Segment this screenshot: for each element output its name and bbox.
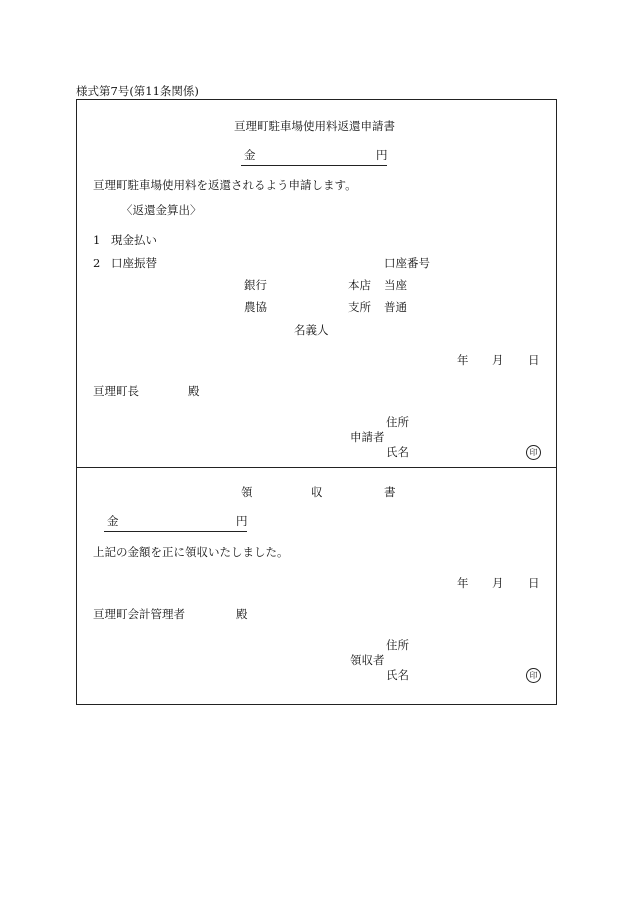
application-amount-field[interactable]: [241, 165, 387, 166]
option-2-number: 2: [93, 256, 101, 270]
bank-label: 銀行: [244, 278, 267, 292]
application-date-day: 日: [528, 353, 540, 367]
application-statement: 亘理町駐車場使用料を返還されるよう申請します。: [93, 178, 357, 192]
recipient-label: 領収者: [350, 653, 385, 667]
application-date-year: 年: [457, 353, 469, 367]
applicant-name-label: 氏名: [386, 445, 409, 459]
applicant-seal-icon: 印: [526, 445, 541, 460]
application-amount-prefix: 金: [244, 148, 256, 162]
recipient-address-label: 住所: [386, 638, 409, 652]
application-honorific: 殿: [188, 384, 200, 398]
receipt-amount-field[interactable]: [104, 531, 247, 532]
option-transfer-label: 口座振替: [111, 256, 157, 270]
receipt-title-3: 書: [384, 485, 396, 499]
receipt-amount-unit: 円: [236, 514, 248, 528]
recipient-name-label: 氏名: [386, 668, 409, 682]
receipt-honorific: 殿: [236, 607, 248, 621]
receipt-title-2: 収: [311, 485, 323, 499]
refund-calc-note: 〈返還金算出〉: [121, 203, 202, 217]
receipt-amount-prefix: 金: [107, 514, 119, 528]
branch-label: 支所: [348, 300, 371, 314]
applicant-label: 申請者: [350, 430, 385, 444]
receipt-title-1: 領: [241, 485, 253, 499]
application-title: 亘理町駐車場使用料返還申請書: [234, 119, 395, 133]
receipt-date-month: 月: [492, 576, 504, 590]
application-date-month: 月: [492, 353, 504, 367]
head-office-label: 本店: [348, 278, 371, 292]
application-addressee: 亘理町長: [93, 384, 139, 398]
applicant-address-label: 住所: [386, 415, 409, 429]
current-account-label: 当座: [384, 278, 407, 292]
ordinary-account-label: 普通: [384, 300, 407, 314]
agri-coop-label: 農協: [244, 300, 267, 314]
receipt-addressee: 亘理町会計管理者: [93, 607, 185, 621]
application-amount-unit: 円: [376, 148, 388, 162]
section-divider: [76, 467, 557, 468]
account-holder-label: 名義人: [294, 323, 329, 337]
receipt-statement: 上記の金額を正に領収いたしました。: [93, 545, 289, 559]
account-number-label: 口座番号: [384, 256, 430, 270]
receipt-date-year: 年: [457, 576, 469, 590]
recipient-seal-icon: 印: [526, 668, 541, 683]
receipt-date-day: 日: [528, 576, 540, 590]
form-number: 様式第7号(第11条関係): [76, 84, 199, 98]
option-1-number: 1: [93, 233, 101, 247]
option-cash-label: 現金払い: [111, 233, 157, 247]
